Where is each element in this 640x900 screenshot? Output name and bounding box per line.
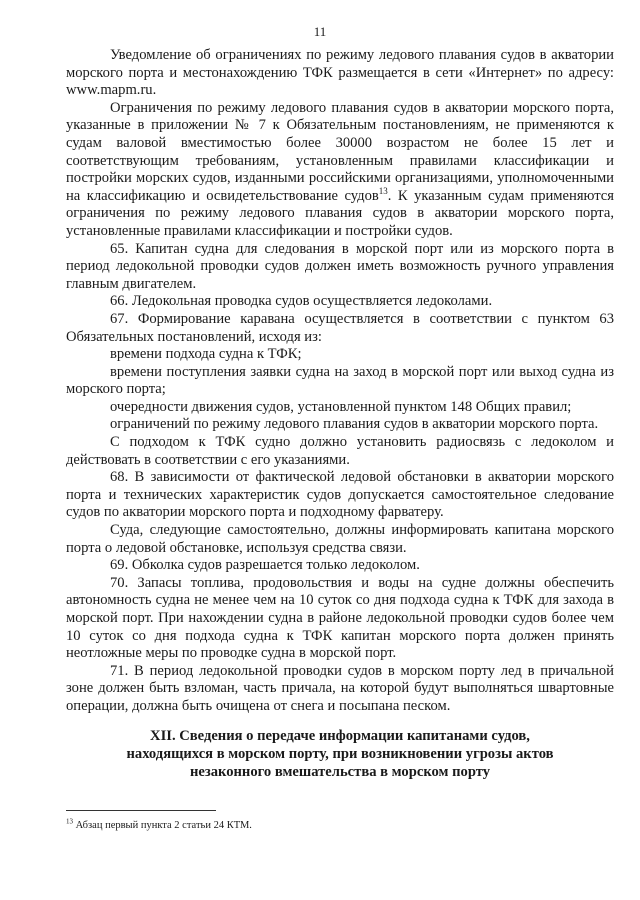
paragraph-69: 69. Обколка судов разрешается только ледоколом. <box>110 557 420 574</box>
document-body <box>66 47 614 716</box>
paragraph-67-item-4: ограничений по режиму ледового плавания судов в акватории морского порта. <box>110 416 599 433</box>
paragraph-67-item-1: времени подхода судна к ТФК; <box>110 346 302 363</box>
paragraph-67-tail: С подходом к ТФК судно должно установить радиосвязь с ледоколом и действовать в соответствии с его указаниями. <box>66 434 614 468</box>
footnote-text: Абзац первый пункта 2 статьи 24 КТМ. <box>73 820 252 831</box>
paragraph-67-item-2: времени поступления заявки судна на заход в морской порт или выход судна из морского порта; <box>66 363 614 398</box>
section-heading-line-1: XII. Сведения о передаче информации капитанами судов, <box>150 728 530 744</box>
paragraph-restrictions-part-b: . К указанным судам применяются ограничения по режиму ледового плавания судов в акватории морского порта, установленные правилами классификации и постройки судов. <box>66 187 614 239</box>
paragraph-restrictions-part-a: Ограничения по режиму ледового плавания судов в акватории морского порта, указанные в приложении № 7 к Обязательным постановлениям, не применяются к судам валовой вместимостью более 30000 возрастом не более 15 лет и соответствующим требованиям, установленным правилами классификации и постройки морских судов, изданными российскими организациями, уполномоченными на классификацию и освидетельствование судов <box>66 99 614 204</box>
section-heading-line-2: находящихся в морском порту, при возникновении угрозы актов <box>126 746 554 762</box>
paragraph-66: 66. Ледокольная проводка судов осуществляется ледоколами. <box>110 293 493 310</box>
paragraph-65: 65. Капитан судна для следования в морской порт или из морского порта в период ледокольной проводки судов должен иметь возможность ручного управления главным двигателем. <box>66 240 614 292</box>
paragraph-70: 70. Запасы топлива, продовольствия и воды на судне должны обеспечить автономность судна не менее чем на 10 суток со дня подхода судна к ТФК для захода в морской порт. При нахождении судна в районе ледокольной проводки судов более чем 10 суток со дня подхода судна к ТФК капитан морского порта должен принять неотложные меры по проводке судна в морской порт. <box>66 574 614 662</box>
paragraph-71: 71. В период ледокольной проводки судов в морском порту лед в причальной зоне должен быть взломан, часть причала, на которой будут выполняться швартовные операции, должна быть очищена от снега и посыпана песком. <box>66 662 614 714</box>
paragraph-68: 68. В зависимости от фактической ледовой обстановки в акватории морского порта и технических характеристик судов допускается самостоятельное следование судов по акватории морского порта и подходному фарватеру. <box>66 469 614 521</box>
footnote <box>66 817 252 832</box>
paragraph-68-tail: Суда, следующие самостоятельно, должны информировать капитана морского порта о ледовой обстановке, используя средства связи. <box>66 522 614 556</box>
page-number: 11 <box>313 24 327 39</box>
footnote-marker: 13 <box>66 817 73 826</box>
footnote-divider <box>66 810 216 811</box>
paragraph-notice: Уведомление об ограничениях по режиму ледового плавания судов в акватории морского порта и местонахождению ТФК размещается в сети «Интернет» по адресу: www.mapm.ru. <box>66 47 614 99</box>
paragraph-restrictions <box>66 100 614 241</box>
section-heading-line-3: незаконного вмешательства в морском порту <box>189 764 491 780</box>
paragraph-67: 67. Формирование каравана осуществляется в соответствии с пунктом 63 Обязательных постановлений, исходя из: <box>66 310 614 345</box>
footnote-reference: 13 <box>378 185 388 196</box>
section-heading <box>60 727 620 781</box>
paragraph-67-item-3: очередности движения судов, установленной пунктом 148 Общих правил; <box>110 398 572 415</box>
